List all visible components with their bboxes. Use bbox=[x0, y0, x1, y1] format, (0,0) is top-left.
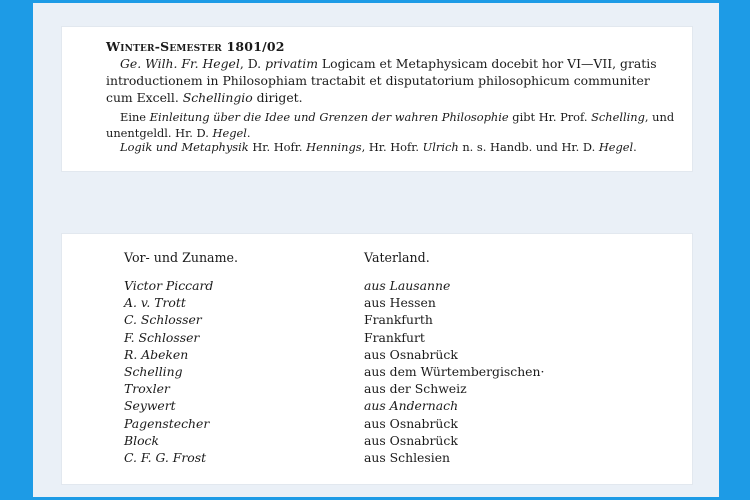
table-row bbox=[62, 398, 692, 415]
lecture-notice-card bbox=[62, 27, 692, 171]
student-name: C. Schlosser bbox=[124, 312, 202, 328]
student-homeland: aus Osnabrück bbox=[364, 346, 458, 362]
student-name: A. v. Trott bbox=[124, 295, 186, 311]
german-announcement-logic: Logik und Metaphysik Hr. Hofr. Hennings, Hr. Hofr. Ulrich n. s. Handb. und Hr. D. Hegel. bbox=[120, 140, 637, 154]
student-homeland: aus Lausanne bbox=[364, 278, 451, 293]
student-name: Schelling bbox=[124, 363, 183, 379]
student-name: Seywert bbox=[124, 398, 176, 414]
student-name: C. F. G. Frost bbox=[124, 449, 207, 465]
semester-heading: Winter-Semester 1801/02 bbox=[106, 39, 285, 54]
lecturer-name: Ge. Wilh. Fr. Hegel bbox=[120, 56, 240, 71]
german-announcement-introduction: Eine Einleitung über die Idee und Grenzen der wahren Philosophie gibt Hr. Prof. Schelling, und unentgeldl. Hr. D. Hegel. bbox=[106, 110, 675, 140]
student-name: Block bbox=[124, 432, 159, 448]
student-name: R. Abeken bbox=[124, 346, 189, 362]
student-name: F. Schlosser bbox=[124, 329, 200, 345]
student-homeland: aus Osnabrück bbox=[364, 415, 458, 431]
student-homeland: aus Osnabrück bbox=[364, 432, 458, 448]
column-header-homeland: Vaterland. bbox=[364, 250, 430, 265]
column-header-name: Vor- und Zuname. bbox=[124, 250, 238, 265]
student-homeland: Frankfurt bbox=[364, 329, 425, 345]
table-row bbox=[62, 381, 692, 398]
table-row bbox=[62, 278, 692, 295]
table-row bbox=[62, 330, 692, 347]
student-homeland: aus der Schweiz bbox=[364, 381, 467, 397]
table-row bbox=[62, 433, 692, 450]
student-name: Troxler bbox=[124, 381, 170, 397]
student-homeland: aus dem Würtembergischen· bbox=[364, 363, 545, 379]
student-list bbox=[62, 278, 692, 467]
student-homeland: Frankfurth bbox=[364, 312, 433, 328]
table-row bbox=[62, 364, 692, 381]
table-row bbox=[62, 295, 692, 312]
table-row bbox=[62, 347, 692, 364]
student-register-card bbox=[62, 234, 692, 484]
student-homeland: aus Hessen bbox=[364, 295, 436, 311]
table-row bbox=[62, 312, 692, 329]
table-row bbox=[62, 450, 692, 467]
student-name: Pagenstecher bbox=[124, 415, 210, 431]
table-row bbox=[62, 416, 692, 433]
student-homeland: aus Andernach bbox=[364, 398, 459, 414]
student-name: Victor Piccard bbox=[124, 278, 214, 293]
latin-announcement: Ge. Wilh. Fr. Hegel, D. privatim Logicam et Metaphysicam docebit hor VI—VII, gratis introductionem in Philosophiam tractabit et disputatorium philosophicum communiter cum Excell. Schellingio diriget. bbox=[106, 56, 657, 105]
student-homeland: aus Schlesien bbox=[364, 449, 451, 465]
